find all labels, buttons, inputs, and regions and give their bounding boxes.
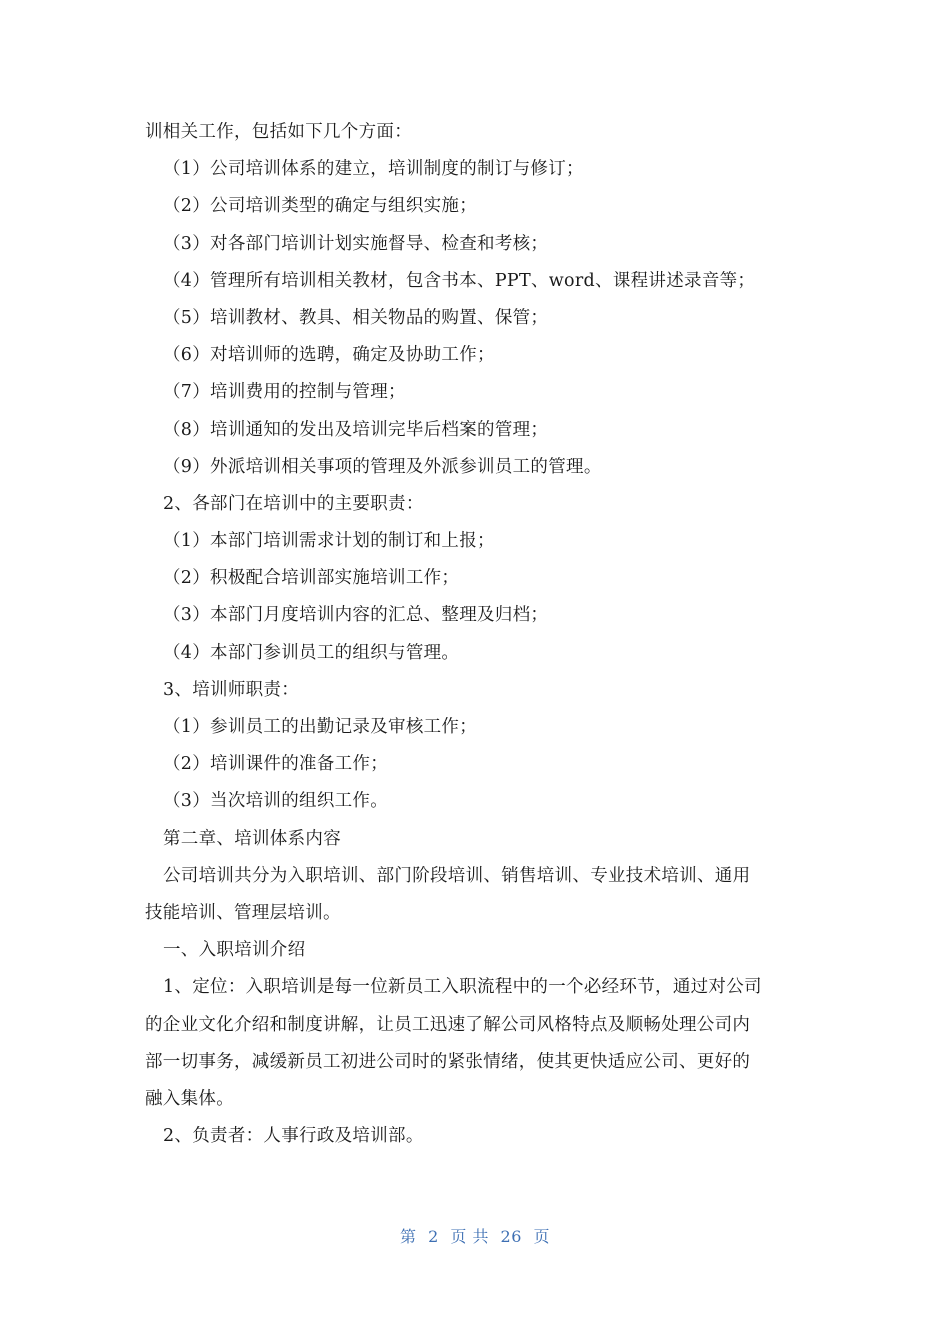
footer-suffix: 页: [533, 1227, 551, 1246]
text-line: （2）积极配合培训部实施培训工作；: [163, 568, 460, 589]
paragraph-line: 融入集体。: [145, 1088, 234, 1109]
text-line: （4）管理所有培训相关教材，包含书本、PPT、word、课程讲述录音等；: [163, 270, 756, 291]
text-line: （3）本部门月度培训内容的汇总、整理及归档；: [163, 605, 549, 626]
total-pages: 26: [500, 1227, 522, 1246]
text-line: （4）本部门参训员工的组织与管理。: [163, 642, 460, 663]
text-line: （1）公司培训体系的建立，培训制度的制订与修订；: [163, 159, 584, 180]
text-line: （7）培训费用的控制与管理；: [163, 382, 406, 403]
footer-middle: 页 共: [450, 1227, 489, 1246]
text-line: （8）培训通知的发出及培训完毕后档案的管理；: [163, 419, 549, 440]
text-line: （5）培训教材、教具、相关物品的购置、保管；: [163, 307, 549, 328]
text-line: （2）公司培训类型的确定与组织实施；: [163, 196, 478, 217]
text-line: （1）本部门培训需求计划的制订和上报；: [163, 531, 495, 552]
page-footer: [0, 1224, 950, 1247]
section-heading: 2、各部门在培训中的主要职责：: [163, 493, 424, 514]
section-heading: 3、培训师职责：: [163, 679, 300, 700]
text-line: （1）参训员工的出勤记录及审核工作；: [163, 717, 478, 737]
text-line: 训相关工作，包括如下几个方面：: [145, 122, 412, 142]
paragraph-line: 公司培训共分为入职培训、部门阶段培训、销售培训、专业技术培训、通用: [163, 865, 751, 886]
paragraph-line: 部一切事务，减缓新员工初进公司时的紧张情绪，使其更快适应公司、更好的: [145, 1051, 751, 1072]
paragraph-line: 技能培训、管理层培训。: [145, 902, 341, 923]
text-line: （3）当次培训的组织工作。: [163, 791, 389, 812]
paragraph-line: 2、负责者：人事行政及培训部。: [163, 1126, 424, 1147]
text-line: （3）对各部门培训计划实施督导、检查和考核；: [163, 233, 549, 254]
text-line: （9）外派培训相关事项的管理及外派参训员工的管理。: [163, 456, 602, 477]
page-number: 2: [428, 1227, 439, 1246]
footer-prefix: 第: [399, 1227, 417, 1246]
text-line: （2）培训课件的准备工作；: [163, 754, 389, 775]
chapter-heading: 第二章、培训体系内容: [163, 828, 341, 849]
document-body: [145, 114, 810, 1155]
text-line: （6）对培训师的选聘，确定及协助工作；: [163, 345, 495, 366]
paragraph-line: 1、定位：入职培训是每一位新员工入职流程中的一个必经环节，通过对公司: [163, 977, 762, 998]
paragraph-line: 的企业文化介绍和制度讲解，让员工迅速了解公司风格特点及顺畅处理公司内: [145, 1014, 751, 1035]
section-heading: 一、入职培训介绍: [163, 940, 306, 961]
